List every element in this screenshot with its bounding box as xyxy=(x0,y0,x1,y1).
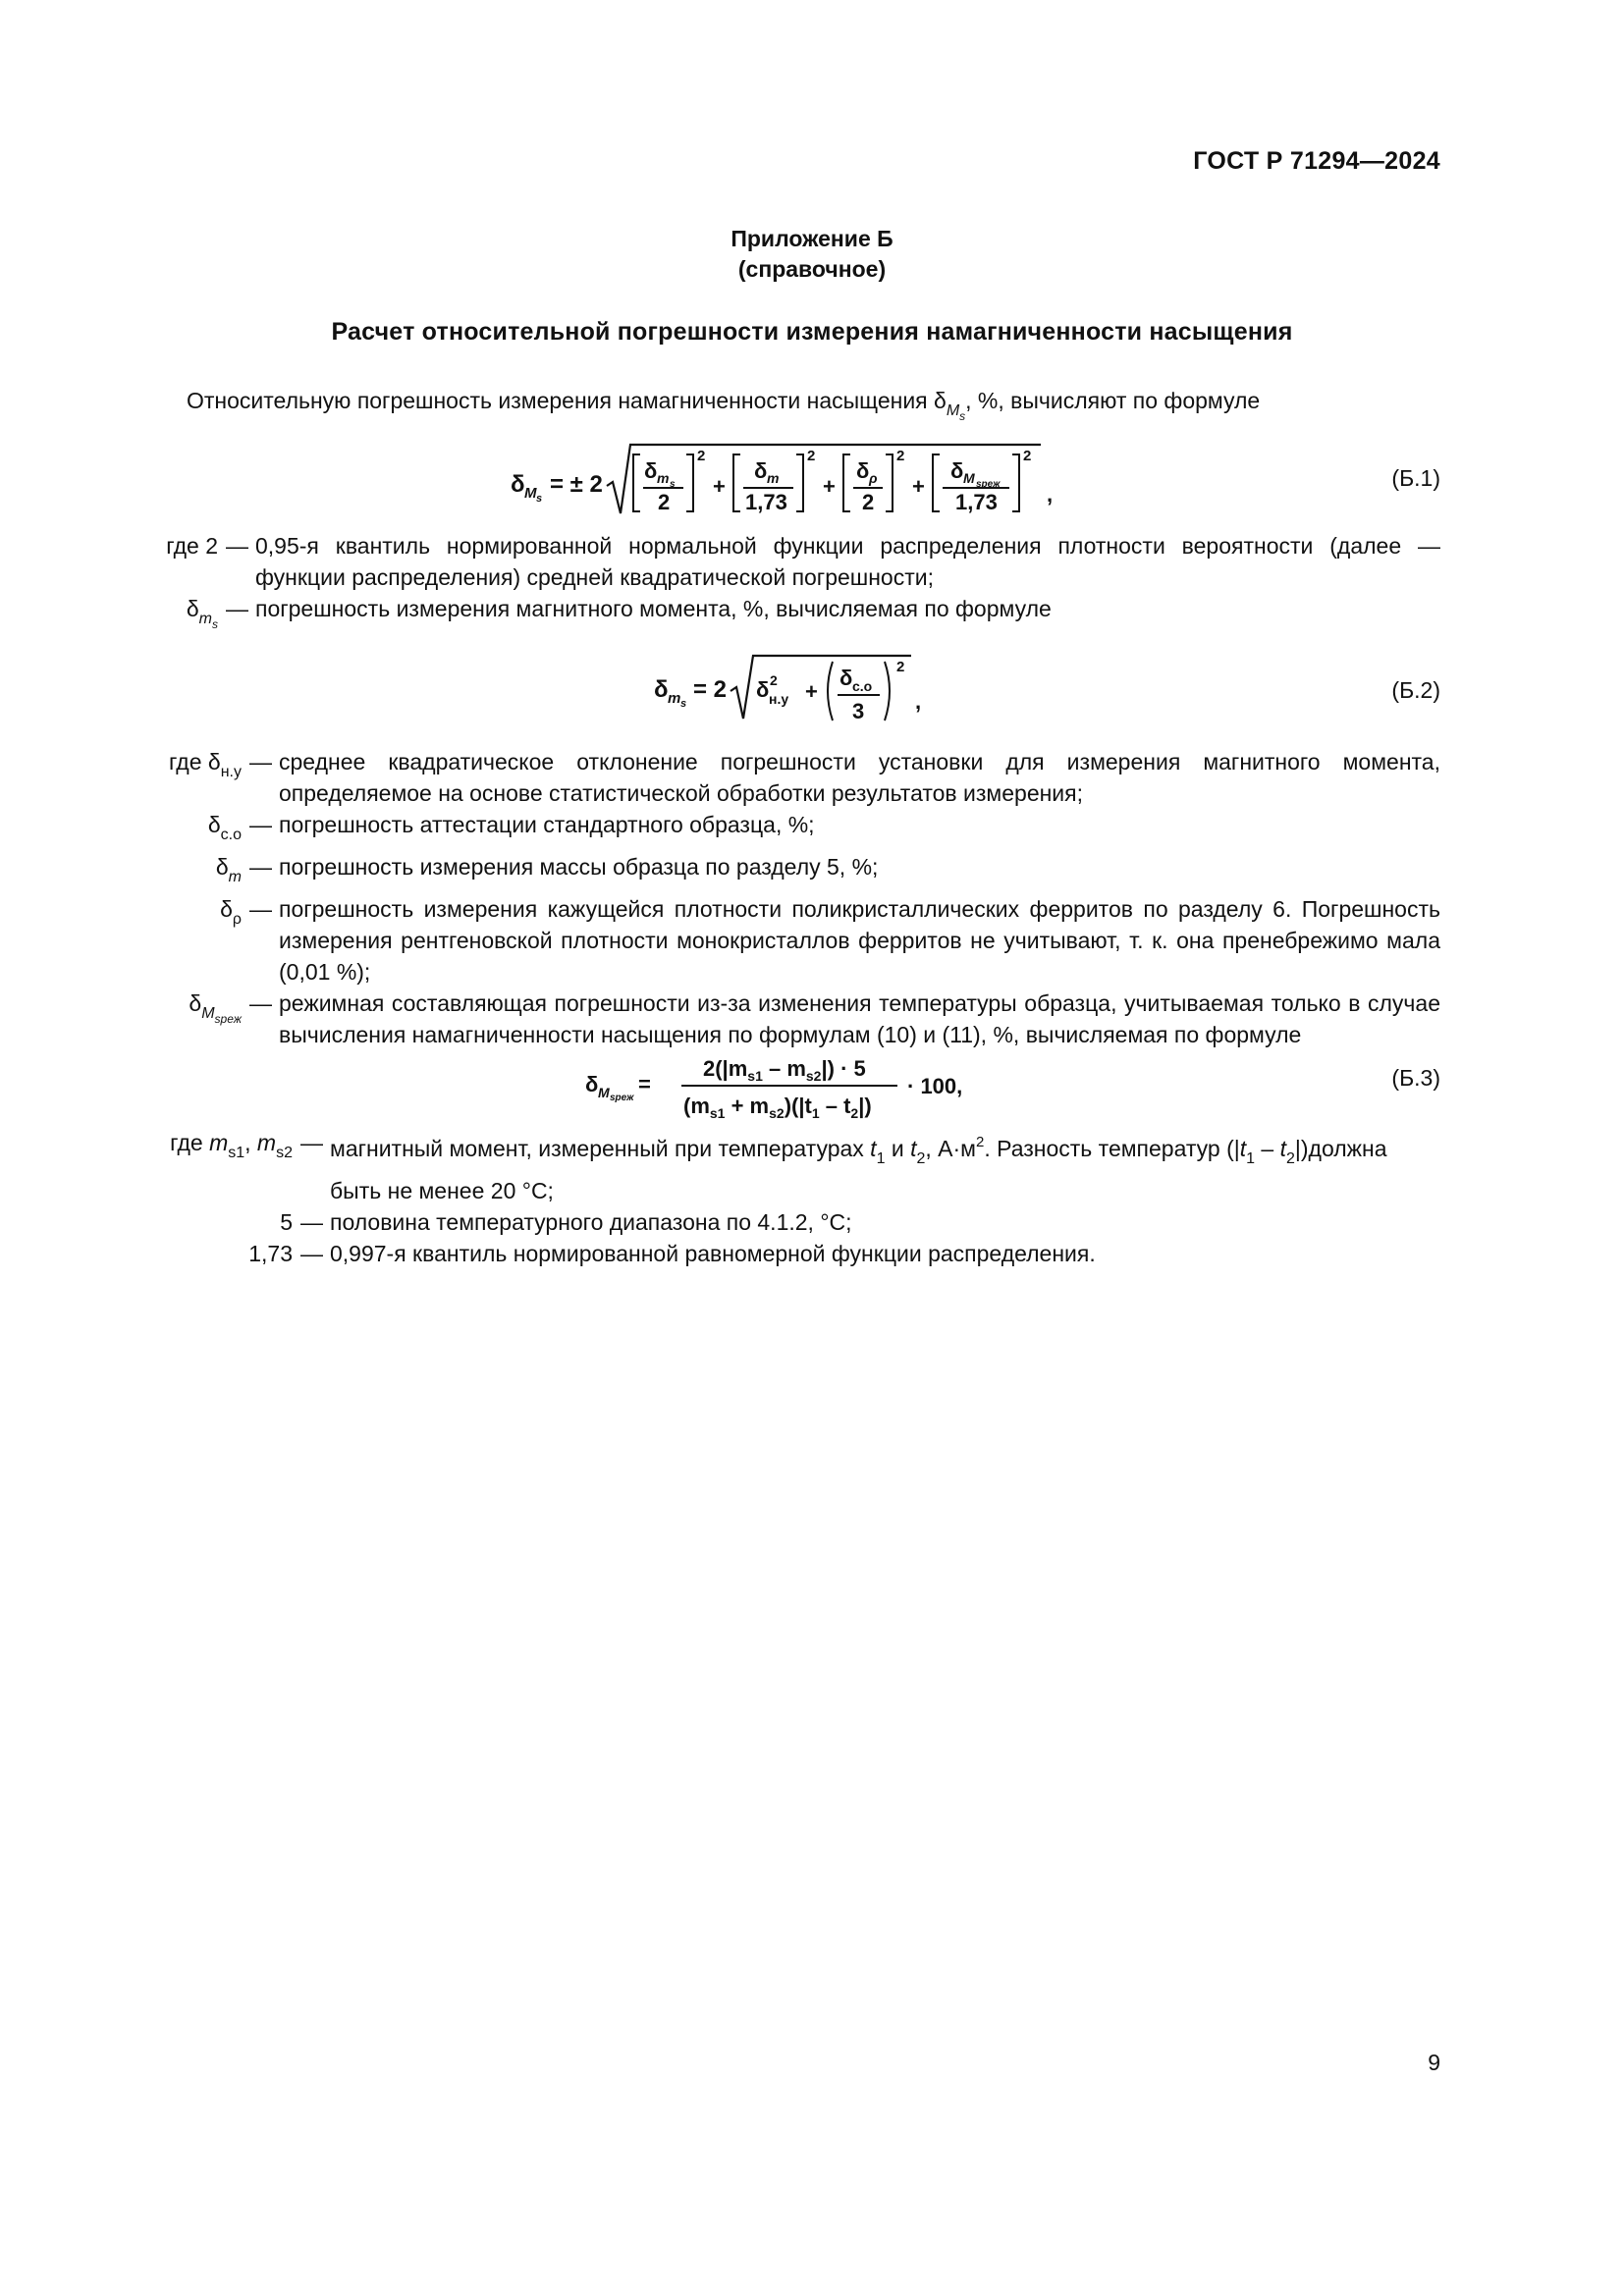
list-item xyxy=(118,746,1440,809)
b1-exp-2: 2 xyxy=(807,448,816,464)
term-description: погрешность измерения магнитного момента, %, вычисляемая по формуле xyxy=(255,596,1052,621)
term-label: $\delta_m$ xyxy=(215,854,242,885)
b2-end: , xyxy=(915,689,922,714)
term-description: погрешность аттестации стандартного образца, %; xyxy=(279,812,815,837)
term-label: $\delta_{с.о}$ xyxy=(207,812,242,843)
b1-t2-num-sub: m xyxy=(767,470,780,486)
b2-exp: 2 xyxy=(896,659,905,675)
b1-t1-den: 2 xyxy=(658,490,671,514)
b2-frac-num-sub: c.o xyxy=(852,678,873,694)
term-label: 5 xyxy=(280,1209,293,1235)
term-description: 0,997-я квантиль нормированной равномерной функции распределения. xyxy=(330,1241,1096,1266)
where-list-1 xyxy=(118,530,1440,640)
b3-lhs-sub: M xyxy=(598,1085,610,1100)
b1-t3-num: δ xyxy=(856,458,870,483)
b1-t1-num: δ xyxy=(644,458,658,483)
b1-t2-num: δ xyxy=(754,458,768,483)
list-item xyxy=(118,851,1440,893)
b2-frac-den: 3 xyxy=(852,699,865,723)
section-title: Расчет относительной погрешности измерения намагниченности насыщения xyxy=(331,318,1293,346)
list-item xyxy=(118,1127,1440,1206)
term-description: среднее квадратическое отклонение погрешности установки для измерения магнитного момента, определяемое на основе статистической обработки результатов измерения; xyxy=(279,749,1440,806)
intro-sub: M xyxy=(946,402,960,419)
b1-t4-num-subsub: sреж xyxy=(976,479,1001,490)
formula-b1-number: (Б.1) xyxy=(1391,465,1440,491)
b2-plus: + xyxy=(805,679,818,704)
term-label: где $m_{s1}$, $m_{s2}$ xyxy=(170,1130,293,1161)
dash: — xyxy=(249,812,272,837)
b3-tail: · 100, xyxy=(907,1074,963,1098)
b1-exp-1: 2 xyxy=(697,448,706,464)
b3-denominator: $(m_{s1} + m_{s2})(|t_1 - t_2|)$ xyxy=(683,1094,872,1121)
b1-plus-1: + xyxy=(713,474,726,499)
b2-a-sup: 2 xyxy=(770,672,778,688)
term-label: где 2 xyxy=(166,533,218,559)
term-description: погрешность измерения массы образца по разделу 5, %; xyxy=(279,854,879,880)
b2-lhs: δ xyxy=(654,676,669,703)
formula-b2-number: (Б.2) xyxy=(1391,677,1440,703)
dash: — xyxy=(300,1130,323,1155)
appendix-title: Приложение Б xyxy=(731,226,893,251)
dash: — xyxy=(300,1241,323,1266)
appendix-heading xyxy=(0,224,1624,285)
b1-lhs-subsub: s xyxy=(536,493,543,505)
term-description: половина температурного диапазона по 4.1.2, °С; xyxy=(330,1209,852,1235)
formula-b3 xyxy=(579,1041,992,1129)
dash: — xyxy=(226,596,248,621)
b2-frac-num: δ xyxy=(839,666,853,690)
term-label: где $\delta_{н.у}$ xyxy=(168,749,242,780)
b2-lhs-subsub: s xyxy=(680,698,687,710)
document-id: ГОСТ Р 71294—2024 xyxy=(1193,147,1440,175)
term-description: магнитный момент, измеренный при температурах $t_1$ и $t_2$, $А\cdot м^2$. Разность температур ($|t_1$ – $t_2|)должна$ быть не менее 20 °С; xyxy=(330,1134,1387,1203)
b1-exp-4: 2 xyxy=(1023,448,1032,464)
b3-numerator: $2(|m_{s1} - m_{s2}|) \cdot 5$ xyxy=(703,1056,866,1084)
list-item xyxy=(118,893,1440,988)
intro-text: Относительную погрешность измерения намагниченности насыщения δ xyxy=(187,388,947,413)
b1-eq: = ± 2 xyxy=(550,471,603,498)
b2-lhs-sub: m xyxy=(668,690,681,707)
b1-t3-num-sub: ρ xyxy=(869,470,878,486)
dash: — xyxy=(249,896,272,922)
b3-eq: = xyxy=(638,1072,651,1096)
b1-t2-den: 1,73 xyxy=(745,490,787,514)
dash: — xyxy=(249,749,272,774)
term-description: погрешность измерения кажущейся плотности поликристаллических ферритов по разделу 6. Погрешность измерения рентгеновской плотности монокристаллов ферритов не учитывают, т. к. она пренебрежимо мала (0,01 %); xyxy=(279,896,1440,985)
term-description: 0,95-я квантиль нормированной нормальной функции распределения плотности вероятности (далее — функции распределения) средней квадратической погрешности; xyxy=(255,533,1440,590)
dash: — xyxy=(300,1209,323,1235)
term-label: $\delta_\rho$ xyxy=(220,896,242,928)
b1-plus-3: + xyxy=(912,474,925,499)
b1-t4-den: 1,73 xyxy=(955,490,998,514)
b1-t1-num-subsub: s xyxy=(670,479,676,490)
list-item xyxy=(118,530,1440,593)
term-label: $\delta_{Msреж}$ xyxy=(189,990,242,1026)
b3-lhs: δ xyxy=(585,1072,599,1096)
dash: — xyxy=(226,533,248,559)
b2-a: δ xyxy=(756,677,770,702)
where-list-3 xyxy=(118,1127,1440,1269)
where-list-2 xyxy=(118,746,1440,1050)
intro-text-end: , %, вычисляют по формуле xyxy=(965,388,1261,413)
formula-b1 xyxy=(491,437,1080,525)
formula-b3-number: (Б.3) xyxy=(1391,1065,1440,1091)
b1-exp-3: 2 xyxy=(896,448,905,464)
term-label: $\delta_{ms}$ xyxy=(186,596,218,631)
page-number: 9 xyxy=(1428,2050,1440,2075)
b1-t1-num-sub: m xyxy=(657,470,670,486)
intro-paragraph xyxy=(187,385,1260,432)
list-item xyxy=(118,1238,1440,1269)
b1-t4-num-sub: M xyxy=(963,470,975,486)
b1-end: , xyxy=(1047,482,1054,507)
dash: — xyxy=(249,990,272,1016)
list-item xyxy=(118,1206,1440,1238)
b2-a-sub: н.у xyxy=(769,691,789,707)
list-item xyxy=(118,593,1440,640)
term-description: режимная составляющая погрешности из-за изменения температуры образца, учитываемая только в случае вычисления намагниченности насыщения по формулам (10) и (11), %, вычисляемая по формуле xyxy=(279,990,1440,1047)
b1-t4-num: δ xyxy=(950,458,964,483)
appendix-kind: (справочное) xyxy=(737,256,887,282)
formula-b2 xyxy=(648,648,943,736)
b3-lhs-subsub: sреж xyxy=(610,1093,634,1103)
b2-eq: = 2 xyxy=(693,676,728,703)
b1-t3-den: 2 xyxy=(862,490,875,514)
term-label: 1,73 xyxy=(248,1241,293,1266)
dash: — xyxy=(249,854,272,880)
intro-subsub: s xyxy=(959,409,966,423)
b1-lhs: δ xyxy=(511,471,525,498)
b1-plus-2: + xyxy=(823,474,836,499)
list-item xyxy=(118,809,1440,851)
b1-lhs-sub: M xyxy=(524,485,537,502)
